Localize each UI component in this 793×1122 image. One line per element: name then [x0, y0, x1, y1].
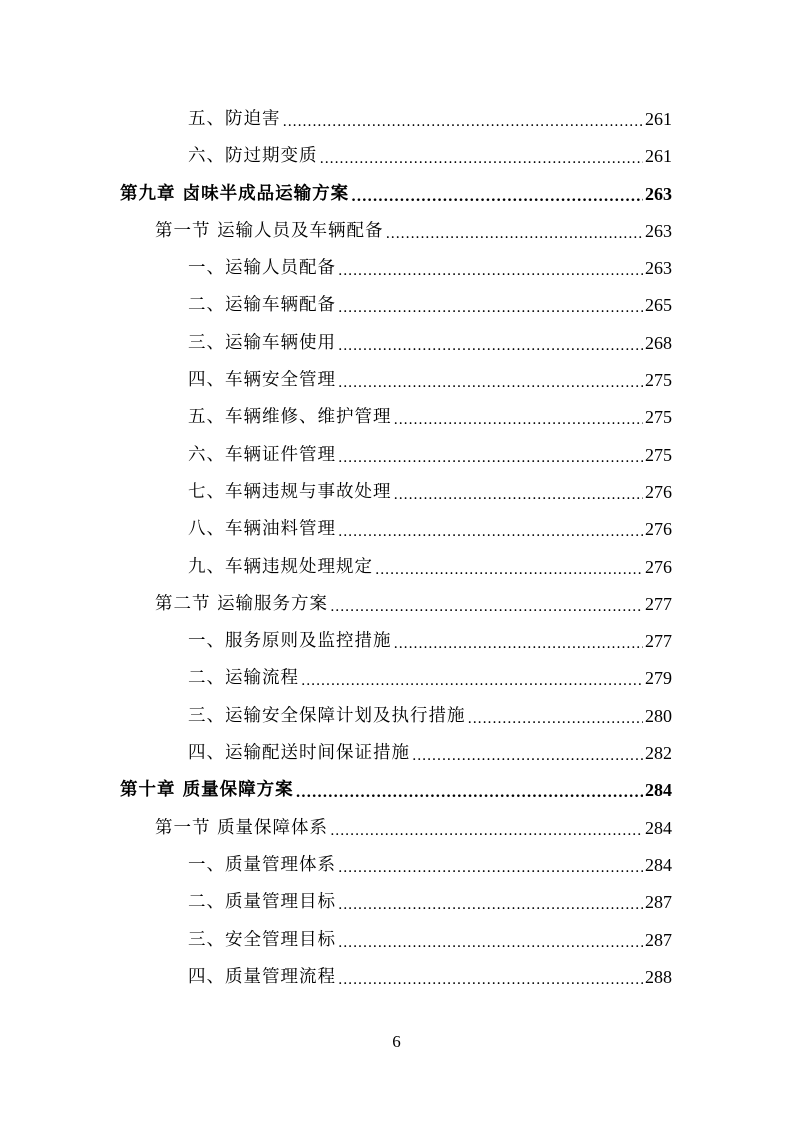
- toc-entry-title: 第十章 质量保障方案: [120, 780, 294, 801]
- dot-leader: [338, 290, 643, 327]
- toc-entry[interactable]: [0, 138, 793, 175]
- toc-entry-page: 279: [645, 668, 672, 689]
- toc-entry-title: 三、运输安全保障计划及执行措施: [188, 705, 466, 726]
- dot-leader: [338, 850, 643, 887]
- dot-leader: [283, 104, 644, 141]
- toc-entry[interactable]: [0, 250, 793, 287]
- toc-entry-page: 280: [645, 705, 672, 726]
- toc-entry-title: 六、防过期变质: [188, 146, 318, 167]
- dot-leader: [386, 216, 643, 253]
- toc-section-entry[interactable]: [0, 213, 793, 250]
- toc-entry-page: 265: [645, 295, 672, 316]
- toc-entry-title: 七、车辆违规与事故处理: [188, 481, 392, 502]
- toc-entry[interactable]: [0, 437, 793, 474]
- toc-entry-title: 第一节 质量保障体系: [155, 817, 329, 838]
- toc-entry-page: 282: [645, 743, 672, 764]
- toc-entry-title: 三、运输车辆使用: [188, 332, 336, 353]
- dot-leader: [320, 141, 644, 178]
- toc-entry-title: 二、运输流程: [188, 668, 299, 689]
- dot-leader: [338, 253, 643, 290]
- toc-entry-page: 284: [645, 780, 672, 801]
- toc-entry[interactable]: [0, 101, 793, 138]
- toc-entry-page: 276: [645, 519, 672, 540]
- toc-entry[interactable]: [0, 847, 793, 884]
- toc-entry-title: 五、车辆维修、维护管理: [188, 407, 392, 428]
- toc-entry-page: 284: [645, 854, 672, 875]
- toc-entry-page: 263: [645, 258, 672, 279]
- toc-entry-title: 一、质量管理体系: [188, 854, 336, 875]
- dot-leader: [394, 626, 644, 663]
- dot-leader: [338, 962, 643, 999]
- toc-entry-title: 第一节 运输人员及车辆配备: [155, 220, 384, 241]
- toc-chapter-entry[interactable]: [0, 772, 793, 809]
- toc-entry-page: 275: [645, 407, 672, 428]
- toc-entry[interactable]: [0, 362, 793, 399]
- toc-entry-page: 275: [645, 370, 672, 391]
- toc-entry-title: 五、防迫害: [188, 109, 281, 129]
- dot-leader: [338, 365, 643, 402]
- toc-entry-title: 四、运输配送时间保证措施: [188, 743, 410, 764]
- toc-entry-title: 第九章 卤味半成品运输方案: [120, 183, 350, 204]
- dot-leader: [394, 402, 644, 439]
- dot-leader: [338, 514, 643, 551]
- toc-entry[interactable]: [0, 623, 793, 660]
- toc-entry-page: 277: [645, 593, 672, 614]
- toc-chapter-entry[interactable]: [0, 176, 793, 213]
- toc-entry-page: 287: [645, 929, 672, 950]
- dot-leader: [338, 887, 643, 924]
- toc-entry[interactable]: [0, 660, 793, 697]
- dot-leader: [338, 925, 643, 962]
- toc-entry[interactable]: [0, 884, 793, 921]
- toc-entry[interactable]: [0, 959, 793, 996]
- dot-leader: [412, 738, 643, 775]
- toc-entry-title: 二、质量管理目标: [188, 892, 336, 913]
- toc-entry[interactable]: [0, 698, 793, 735]
- toc-entry-title: 一、服务原则及监控措施: [188, 631, 392, 652]
- dot-leader: [301, 663, 643, 700]
- page-number: 6: [392, 1032, 401, 1051]
- toc-entry[interactable]: [0, 287, 793, 324]
- dot-leader: [375, 552, 643, 589]
- toc-entry-page: 288: [645, 966, 672, 987]
- dot-leader: [338, 440, 643, 477]
- toc-entry-page: 276: [645, 556, 672, 577]
- toc-entry-title: 四、质量管理流程: [188, 966, 336, 987]
- toc-entry-page: 276: [645, 481, 672, 502]
- dot-leader: [330, 589, 643, 626]
- toc-entry[interactable]: [0, 511, 793, 548]
- dot-leader: [296, 775, 643, 812]
- toc-entry-title: 四、车辆安全管理: [188, 370, 336, 391]
- toc-entry-page: 263: [645, 220, 672, 241]
- toc-entry-title: 二、运输车辆配备: [188, 295, 336, 316]
- toc-entry-title: 三、安全管理目标: [188, 929, 336, 950]
- dot-leader: [338, 328, 643, 365]
- toc-entry-page: 263: [645, 183, 672, 204]
- toc-entry-page: 268: [645, 332, 672, 353]
- toc-section-entry[interactable]: [0, 586, 793, 623]
- table-of-contents: [0, 101, 793, 996]
- toc-entry-title: 八、车辆油料管理: [188, 519, 336, 540]
- toc-entry-page: 275: [645, 444, 672, 465]
- toc-entry-page: 277: [645, 631, 672, 652]
- toc-entry-page: 261: [645, 146, 672, 167]
- dot-leader: [330, 813, 643, 850]
- dot-leader: [394, 477, 644, 514]
- toc-entry[interactable]: [0, 549, 793, 586]
- toc-entry-page: 287: [645, 892, 672, 913]
- toc-section-entry[interactable]: [0, 810, 793, 847]
- toc-entry-title: 六、车辆证件管理: [188, 444, 336, 465]
- toc-entry[interactable]: [0, 399, 793, 436]
- toc-entry[interactable]: [0, 325, 793, 362]
- dot-leader: [351, 179, 643, 216]
- toc-entry-title: 一、运输人员配备: [188, 258, 336, 279]
- toc-entry[interactable]: [0, 922, 793, 959]
- toc-entry-page: 284: [645, 817, 672, 838]
- toc-entry-title: 九、车辆违规处理规定: [188, 556, 373, 577]
- toc-entry-title: 第二节 运输服务方案: [155, 593, 329, 614]
- dot-leader: [468, 701, 644, 738]
- toc-entry-page: 261: [645, 109, 672, 129]
- toc-entry[interactable]: [0, 474, 793, 511]
- toc-entry[interactable]: [0, 735, 793, 772]
